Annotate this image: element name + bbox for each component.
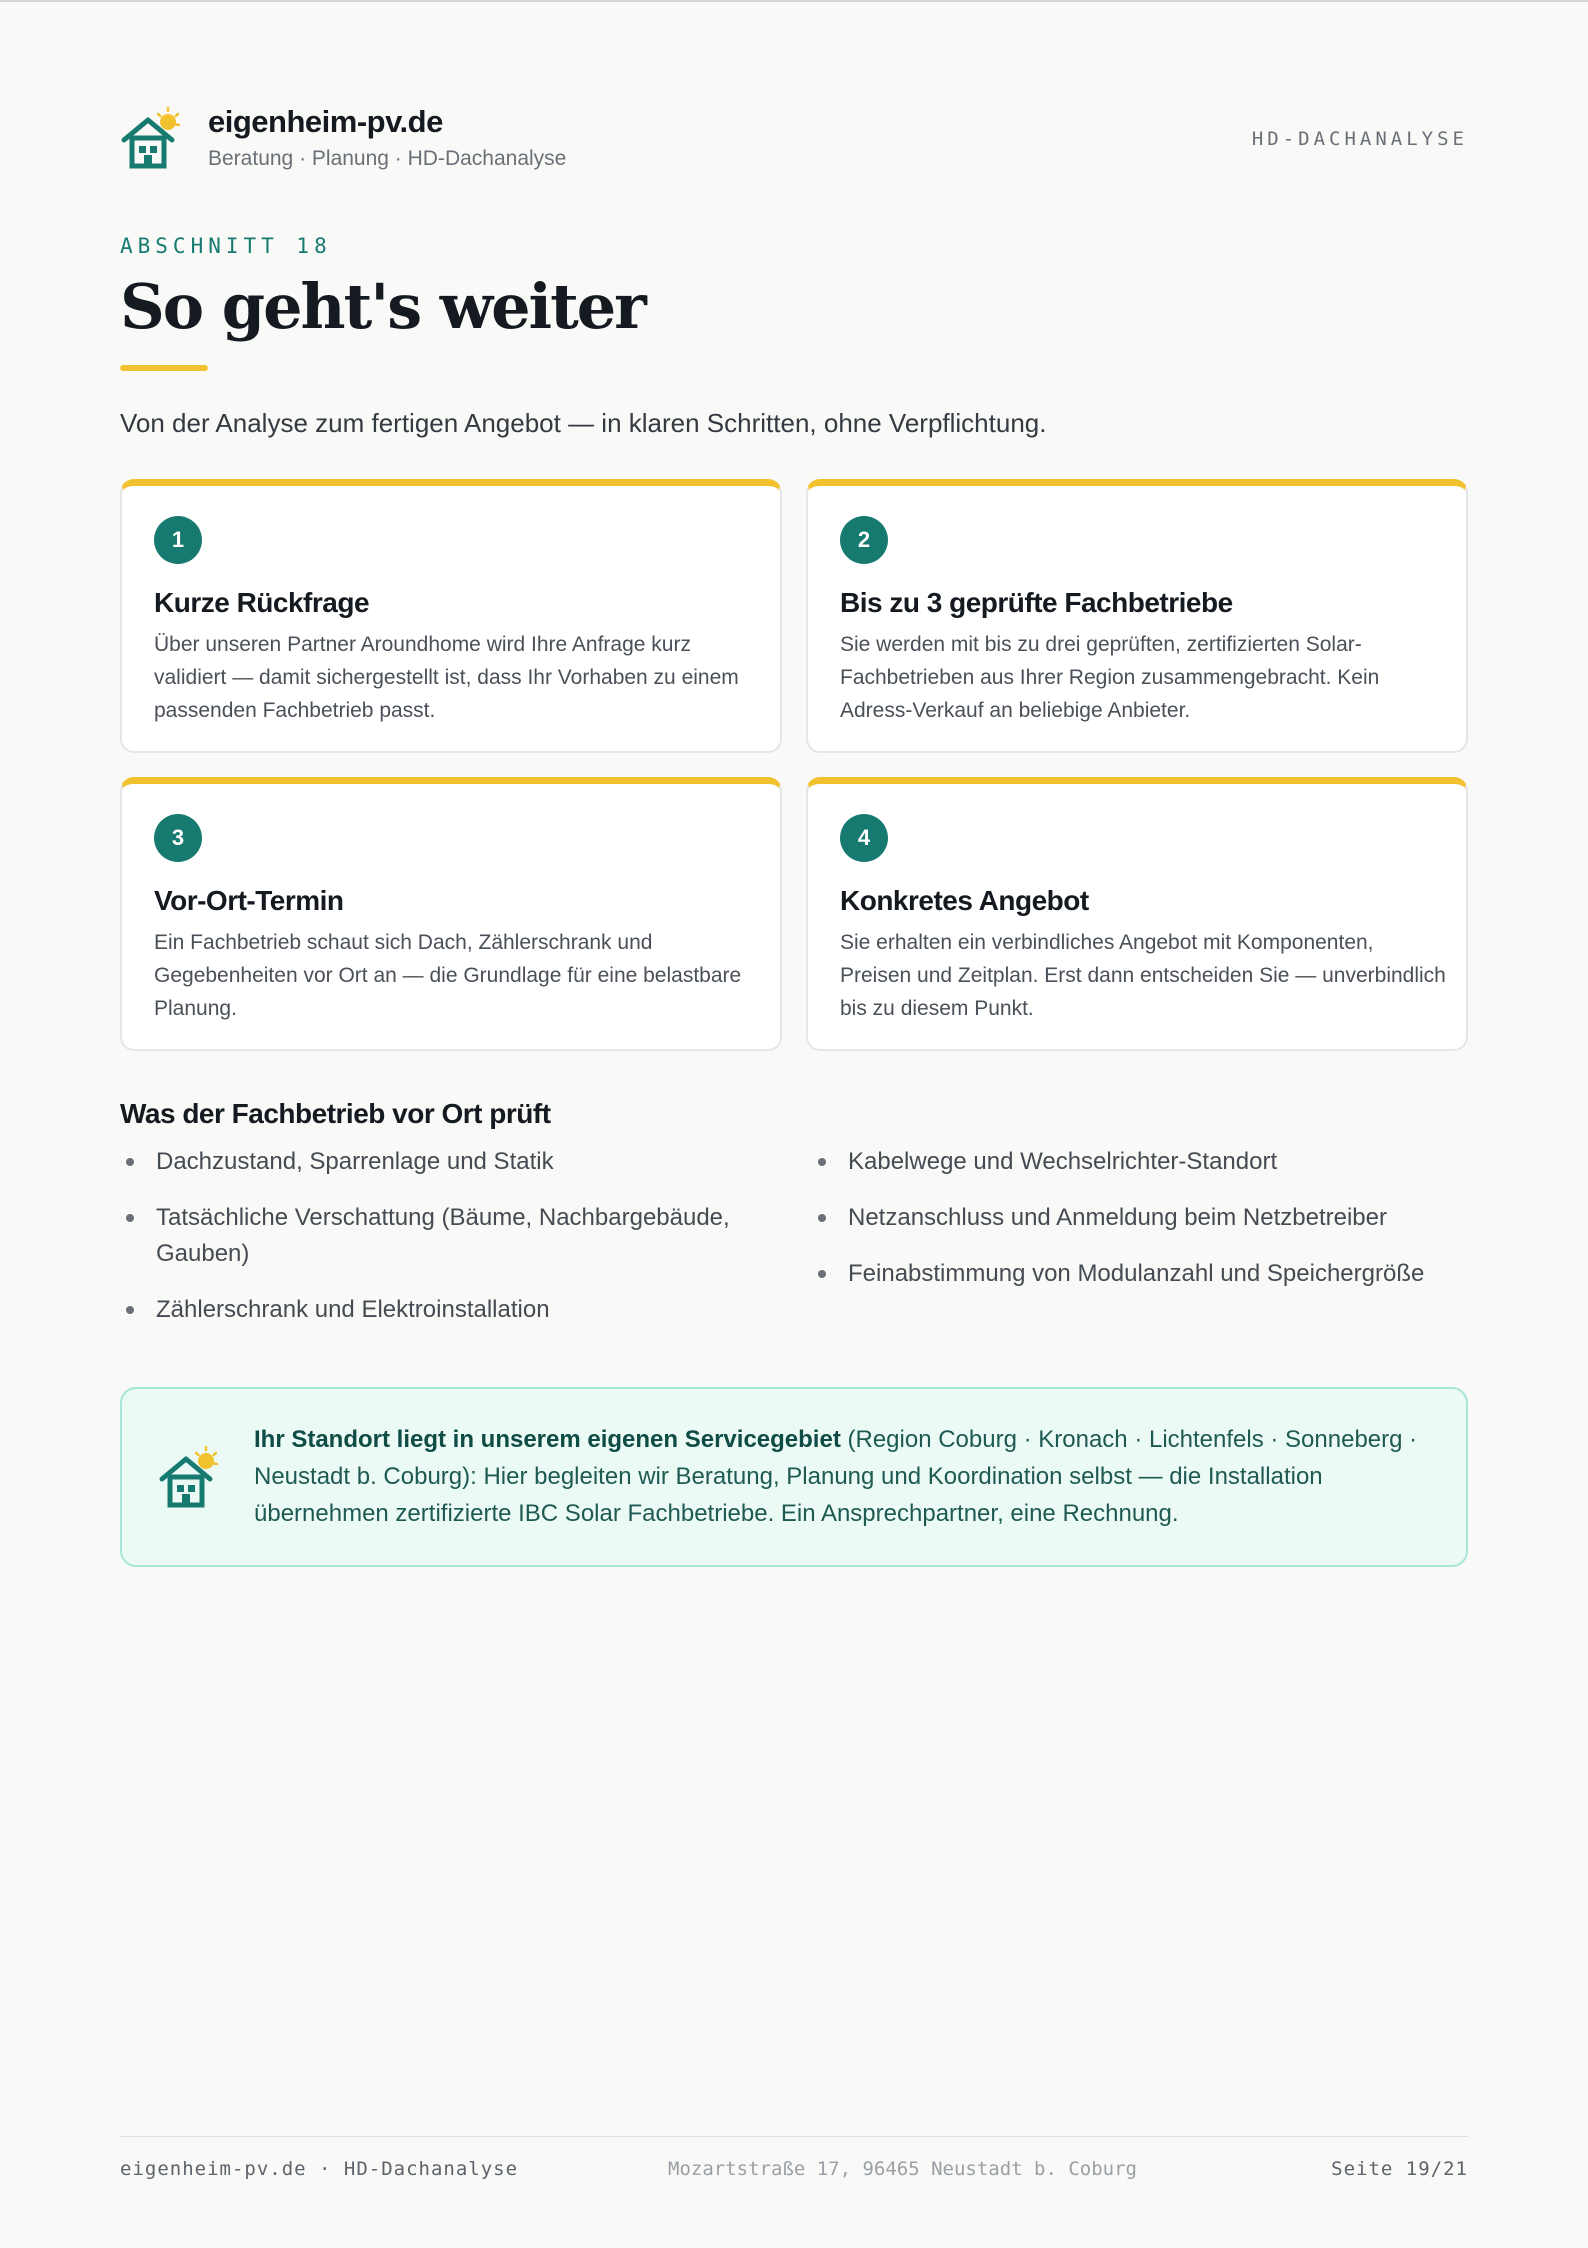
checklist-item: Feinabstimmung von Modulanzahl und Speichergröße (812, 1256, 1432, 1292)
house-sun-icon (158, 1445, 218, 1511)
checklist-item: Tatsächliche Verschattung (Bäume, Nachbargebäude, Gauben) (120, 1200, 740, 1272)
notice-text (254, 1421, 1444, 1532)
footer-address: Mozartstraße 17, 96465 Neustadt b. Coburg (668, 2158, 1137, 2180)
step-card-3 (120, 777, 782, 1051)
house-sun-icon (120, 106, 180, 172)
step-number-badge: 1 (154, 516, 202, 564)
section-title: So geht's weiter (120, 270, 645, 343)
step-number-badge: 2 (840, 516, 888, 564)
header-label: HD-DACHANALYSE (1251, 128, 1468, 150)
notice-highlight: Ihr Standort liegt in unserem eigenen Servicegebiet (254, 1426, 841, 1453)
step-title: Vor-Ort-Termin (154, 885, 344, 916)
step-text: Sie werden mit bis zu drei geprüften, zertifizierten Solar-Fachbetrieben aus Ihrer Region zusammengebracht. Kein Adress-Verkauf an beliebige Anbieter. (840, 633, 1380, 722)
step-text: Über unseren Partner Aroundhome wird Ihre Anfrage kurz validiert — damit sichergestellt ist, dass Ihr Vorhaben zu einem passenden Fachbetrieb passt. (154, 633, 739, 722)
checklist-item: Kabelwege und Wechselrichter-Standort (812, 1144, 1432, 1180)
step-card-2 (806, 479, 1468, 753)
notice-body: (Region Coburg · Kronach · Lichtenfels · Sonneberg · Neustadt b. Coburg): Hier begleiten wir Beratung, Planung und Koordination selbst — die Installation übernehmen zertifizierte IBC Solar Fachbetriebe. Ein Ansprechpartner, eine Rechnung. (254, 1426, 1418, 1527)
section-intro: Von der Analyse zum fertigen Angebot — in klaren Schritten, ohne Verpflichtung. (120, 408, 1047, 438)
page-header (120, 102, 1468, 182)
step-title: Konkretes Angebot (840, 885, 1089, 916)
step-title: Kurze Rückfrage (154, 587, 370, 618)
step-text: Ein Fachbetrieb schaut sich Dach, Zählerschrank und Gegebenheiten vor Ort an — die Grundlage für eine belastbare Planung. (154, 931, 742, 1020)
brand-name: eigenheim-pv.de (208, 104, 443, 139)
brand-tagline: Beratung · Planung · HD-Dachanalyse (208, 147, 567, 170)
checklist-item: Netzanschluss und Anmeldung beim Netzbetreiber (812, 1200, 1432, 1236)
step-card-1 (120, 479, 782, 753)
checklist-title: Was der Fachbetrieb vor Ort prüft (120, 1098, 551, 1129)
page-number: Seite 19/21 (1331, 2158, 1468, 2180)
page (120, 0, 1468, 2248)
footer-divider (120, 2136, 1468, 2137)
footer-left: eigenheim-pv.de · HD-Dachanalyse (120, 2158, 519, 2180)
checklist-left (120, 1144, 740, 1348)
checklist-item: Zählerschrank und Elektroinstallation (120, 1292, 740, 1328)
step-text: Sie erhalten ein verbindliches Angebot mit Komponenten, Preisen und Zeitplan. Erst dann entscheiden Sie — unverbindlich bis zu diesem Punkt. (840, 931, 1446, 1020)
step-number-badge: 4 (840, 814, 888, 862)
checklist-right (812, 1144, 1432, 1312)
title-underline (120, 365, 208, 371)
service-area-notice (120, 1387, 1468, 1567)
step-title: Bis zu 3 geprüfte Fachbetriebe (840, 587, 1233, 618)
checklist-item: Dachzustand, Sparrenlage und Statik (120, 1144, 740, 1180)
step-number-badge: 3 (154, 814, 202, 862)
step-card-4 (806, 777, 1468, 1051)
section-kicker: ABSCHNITT 18 (120, 234, 332, 258)
